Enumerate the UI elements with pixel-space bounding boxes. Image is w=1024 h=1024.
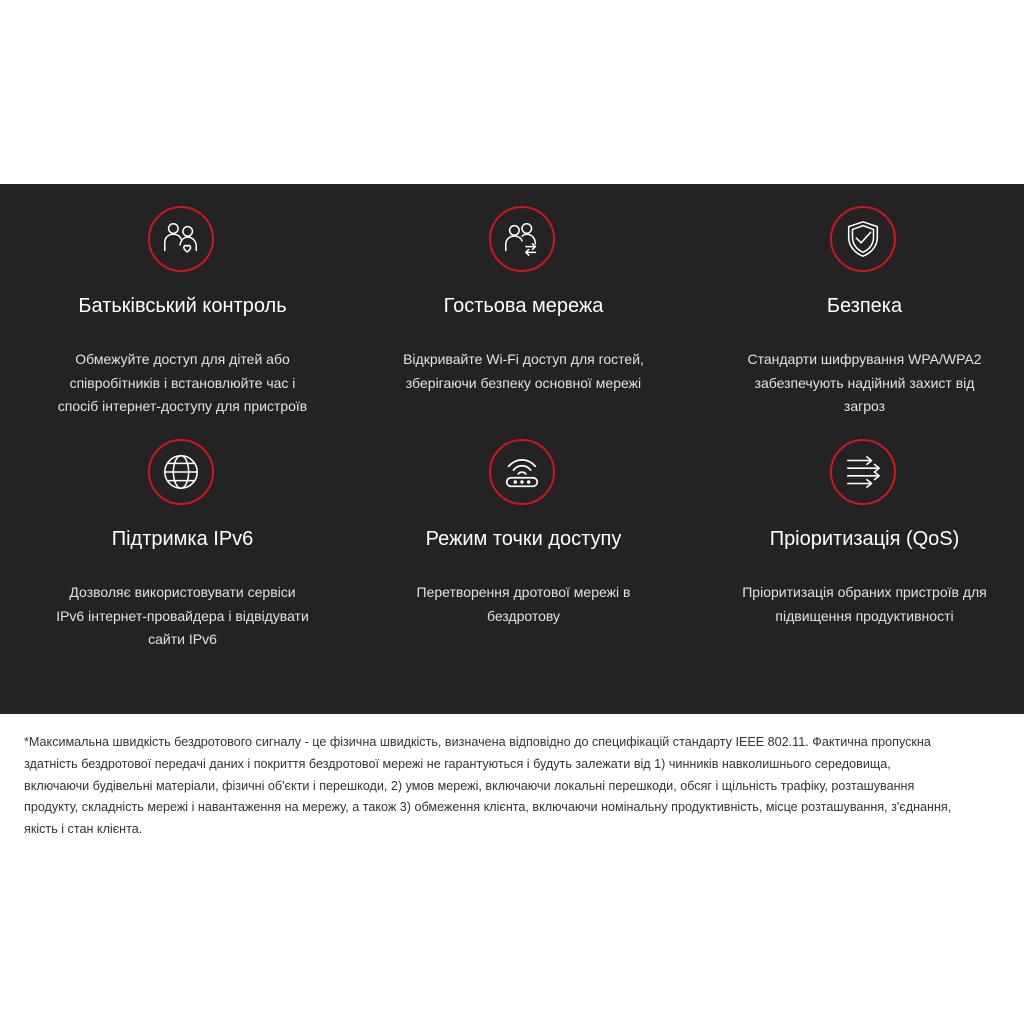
description-line: сайти IPv6 <box>148 631 217 647</box>
guest-network-icon <box>489 206 555 272</box>
description-line: Стандарти шифрування WPA/WPA2 <box>747 351 982 367</box>
description-line: зберігаючи безпеку основної мережі <box>405 374 642 391</box>
description-line: співробітників і встановлюйте час і <box>69 374 296 391</box>
description-line: спосіб інтернет-доступу для пристроїв <box>57 398 308 414</box>
features-panel <box>0 184 1024 714</box>
shield-check-icon <box>830 206 896 272</box>
feature-title: Режим точки доступу <box>425 528 622 550</box>
description-line: Дозволяє використовувати сервіси <box>69 584 296 600</box>
description-line: забезпечують надійний захист від <box>754 374 975 391</box>
description-line: Перетворення дротової мережі в <box>416 584 631 600</box>
feature-description <box>734 348 995 419</box>
feature-title: Батьківський контроль <box>78 295 287 317</box>
feature-title: Гостьова мережа <box>443 295 604 317</box>
description-line: Відкривайте Wi-Fi доступ для гостей, <box>403 351 644 367</box>
description-line: Обмежуйте доступ для дітей або <box>75 351 290 367</box>
feature-description <box>393 348 654 395</box>
footnote-line: включаючи будівельні матеріали, фізичні об'єкти і перешкоди, 2) умов мережі, включаючи локальні перешкоди, обсяг і щільність трафіку, розташування <box>24 778 915 793</box>
description-line: загроз <box>843 398 886 414</box>
feature-description <box>52 581 313 652</box>
description-line: підвищення продуктивності <box>775 607 954 624</box>
feature-description <box>52 348 313 419</box>
footnote-line: продукту, складність мережі і навантаження на мережу, а також 3) обмеження клієнта, включаючи номінальну продуктивність, місце розташування, з'єднання, <box>24 800 952 815</box>
feature-description <box>393 581 654 628</box>
description-line: бездротову <box>486 607 561 624</box>
footnote <box>24 732 1020 841</box>
feature-title: Підтримка IPv6 <box>111 528 254 550</box>
description-line: Пріоритизація обраних пристроїв для <box>742 584 987 600</box>
feature-title: Пріоритизація (QoS) <box>769 528 960 550</box>
footnote-line: *Максимальна швидкість бездротового сигналу - це фізична швидкість, визначена відповідно до специфікацій стандарту IEEE 802.11. Фактична пропускна <box>24 735 931 749</box>
description-line: IPv6 інтернет-провайдера і відвідувати <box>56 607 309 624</box>
feature-title: Безпека <box>826 295 903 317</box>
feature-description <box>734 581 995 628</box>
parental-control-icon <box>148 206 214 272</box>
globe-icon <box>148 439 214 505</box>
access-point-icon <box>489 439 555 505</box>
footnote-line: якість і стан клієнта. <box>24 822 143 837</box>
qos-arrows-icon <box>830 439 896 505</box>
footnote-line: здатність бездротової передачі даних і покриття бездротової мережі не гарантуються і будуть залежати від 1) чинників навколишнього середовища, <box>24 756 891 771</box>
